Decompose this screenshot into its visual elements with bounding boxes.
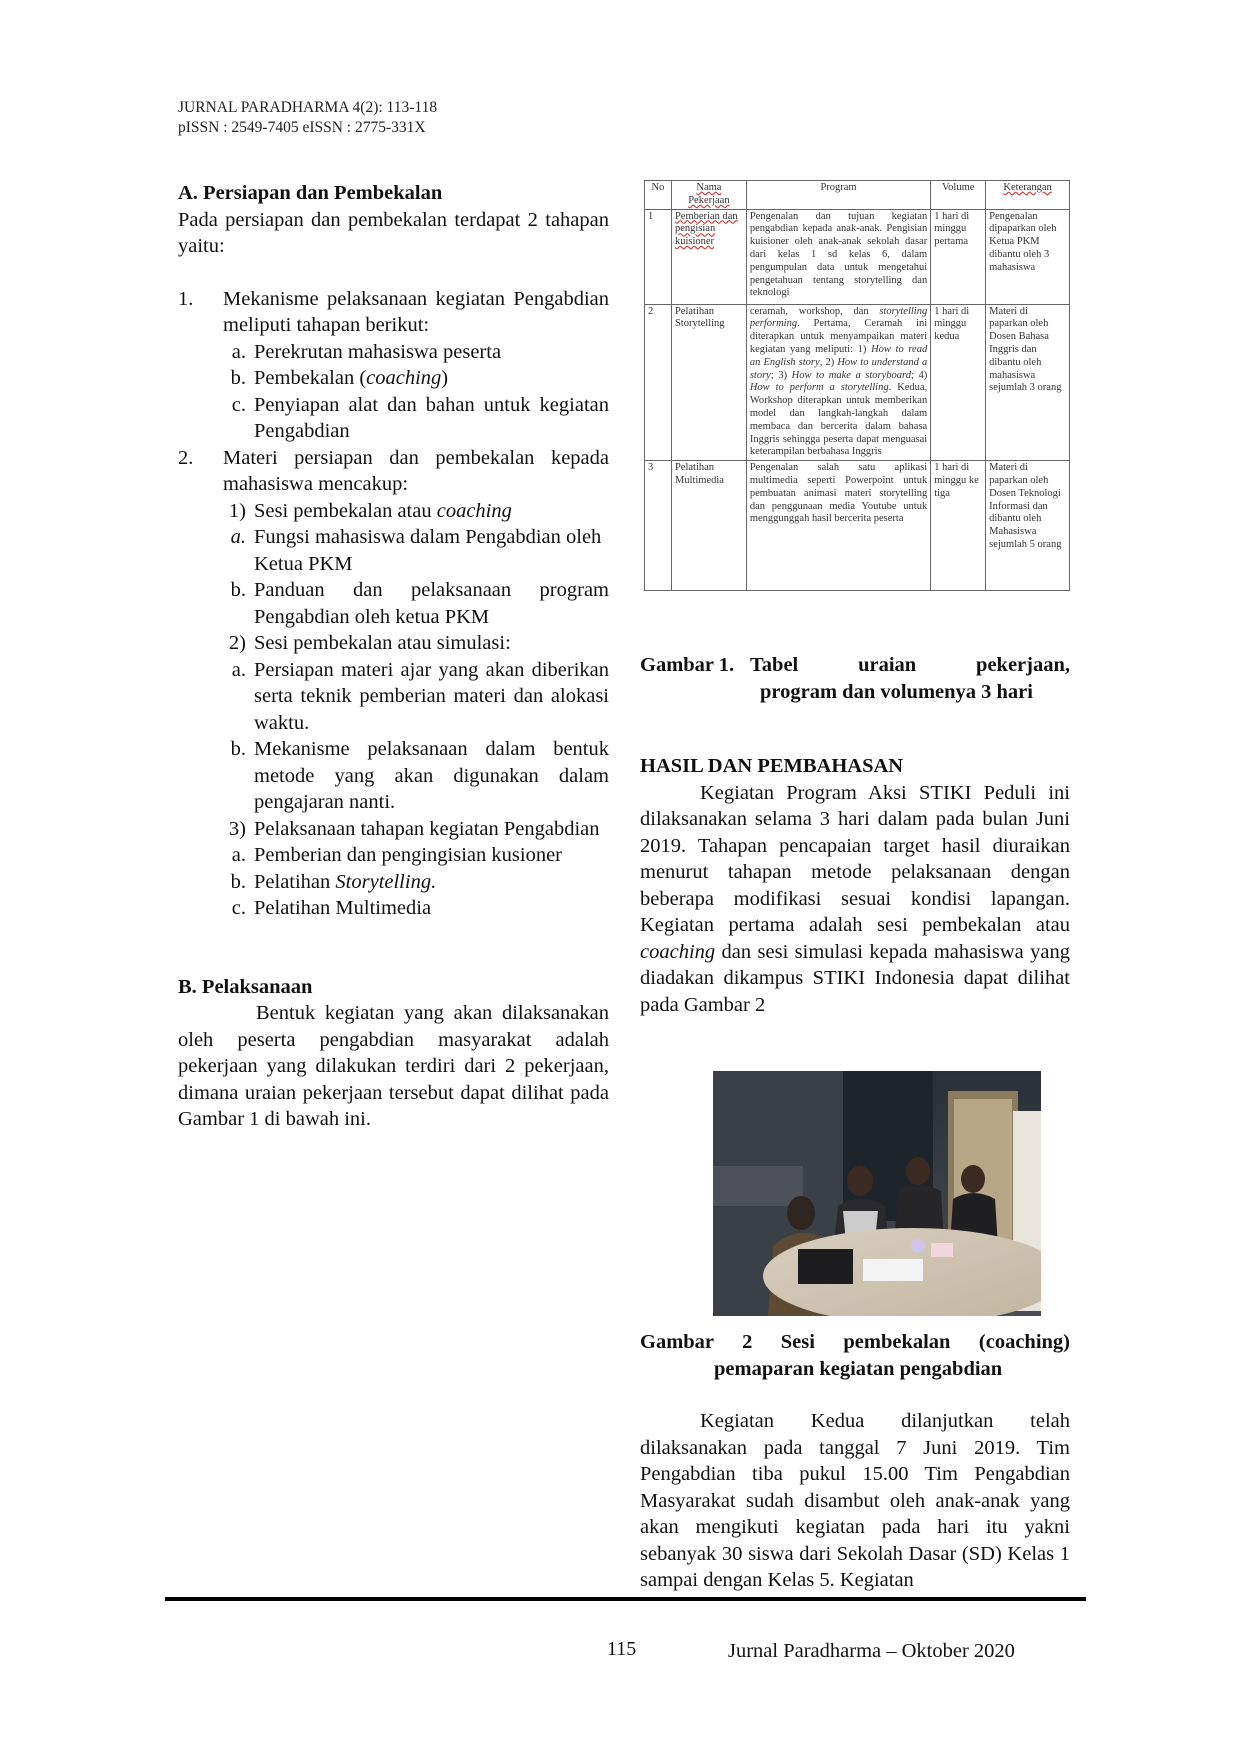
- table-cell: 1 hari di minggu kedua: [931, 304, 986, 461]
- spacer: [178, 922, 609, 948]
- list-subitem: [178, 657, 609, 737]
- table-cell: 2: [645, 304, 672, 461]
- table-cell: 1: [645, 209, 672, 304]
- column-header: Nama Pekerjaan: [671, 181, 746, 210]
- list-subitem: [178, 895, 609, 922]
- section-b-body: Bentuk kegiatan yang akan dilaksanakan oleh peserta pengabdian masyarakat adalah pekerjaan yang dilakukan terdiri dari 2 pekerjaan, dimana uraian pekerjaan tersebut dapat dilihat pada Gambar 1 di bawah ini.: [178, 1002, 609, 1130]
- list-letter: b.: [230, 870, 246, 893]
- list-text: Pelatihan Multimedia: [254, 897, 432, 919]
- list-subitem: [178, 339, 609, 366]
- figure-label: Gambar 1.: [640, 654, 735, 676]
- table-cell: Pengenalan salah satu aplikasi multimedia seperti Powerpoint untuk pembuatan animasi materi storytelling dan penggunaan media Youtube untuk menggunggah hasil bercerita peserta: [746, 461, 930, 591]
- list-text: Penyiapan alat dan bahan untuk kegiatan Pengabdian: [254, 393, 609, 442]
- figure-1-table: [640, 180, 1070, 629]
- results-paragraph-1: Kegiatan Program Aksi STIKI Peduli ini dilaksanakan selama 3 hari dalam pada bulan Juni 2019. Tahapan pencapaian target hasil diuraikan menurut tahapan metode pelaksanaan dengan beberapa modifikasi sesuai kondisi lapangan. Kegiatan pertama adalah sesi pembekalan atau coaching dan sesi simulasi kepada mahasiswa yang diadakan dikampus STIKI Indonesia dapat dilihat pada Gambar 2: [640, 781, 1070, 1016]
- table-cell: Pelatihan Storytelling: [671, 304, 746, 461]
- results-section: [640, 753, 1070, 1018]
- list-letter: c.: [231, 393, 246, 416]
- list-subitem: [178, 577, 609, 630]
- section-a-intro: Pada persiapan dan pembekalan terdapat 2 tahapan yaitu:: [178, 208, 609, 257]
- table-header-row: [645, 181, 1070, 210]
- list-letter: b.: [230, 367, 246, 389]
- list-number: 3): [228, 817, 246, 840]
- list-subitem: [178, 842, 609, 869]
- list-text: Panduan dan pelaksanaan program Pengabdian oleh ketua PKM: [254, 579, 609, 628]
- list-item-1: [178, 286, 609, 339]
- spacer: [178, 260, 609, 286]
- running-header: [178, 98, 437, 138]
- column-header: Program: [746, 181, 930, 210]
- list-subitem: [178, 736, 609, 816]
- table-cell: 1 hari di minggu ke tiga: [931, 461, 986, 591]
- results-heading: HASIL DAN PEMBAHASAN: [640, 755, 904, 777]
- list-text: Fungsi mahasiswa dalam Pengabdian oleh Ketua PKM: [254, 526, 602, 575]
- table-cell: Pengenalan dipaparkan oleh Ketua PKM dibantu oleh 3 mahasiswa: [986, 209, 1070, 304]
- list-text: Sesi pembekalan atau coaching: [254, 499, 512, 522]
- spacer: [178, 948, 609, 974]
- page-number: 115: [607, 1638, 637, 1660]
- caption-line: pemaparan kegiatan pengabdian: [714, 1357, 1003, 1380]
- table-cell: Pemberian dan pengisian kuisioner: [671, 209, 746, 304]
- caption-line: program dan volumenya 3 hari: [760, 680, 1033, 703]
- table-row: [645, 209, 1070, 304]
- journal-citation: JURNAL PARADHARMA 4(2): 113-118: [178, 99, 438, 116]
- list-text: Pelaksanaan tahapan kegiatan Pengabdian: [254, 817, 600, 840]
- list-number: 1): [228, 499, 246, 522]
- table-cell: 3: [645, 461, 672, 591]
- table-row: [645, 304, 1070, 461]
- figure-2-photo: [713, 1071, 1041, 1316]
- table-cell: Pelatihan Multimedia: [671, 461, 746, 591]
- issn-line: pISSN : 2549-7405 eISSN : 2775-331X: [178, 119, 426, 136]
- list-number: 2): [228, 632, 246, 654]
- list-letter: a.: [230, 526, 246, 548]
- list-text: Sesi pembekalan atau simulasi:: [254, 632, 511, 654]
- list-text: Materi persiapan dan pembekalan kepada mahasiswa mencakup:: [223, 446, 609, 495]
- work-table: [644, 180, 1070, 591]
- list-item-2: [178, 445, 609, 498]
- table-cell: Materi di paparkan oleh Dosen Teknologi Informasi dan dibantu oleh Mahasiswa sejumlah 5 orang: [986, 461, 1070, 591]
- list-letter: a.: [231, 658, 246, 681]
- column-header: No: [645, 181, 672, 210]
- results-paragraph-2: Kegiatan Kedua dilanjutkan telah dilaksanakan pada tanggal 7 Juni 2019. Tim Pengabdian tiba pukul 15.00 Tim Pengabdian Masyarakat sudah disambut oleh anak-anak yang akan mengikuti kegiatan pada hari itu yakni sebanyak 30 siswa dari Sekolah Dasar (SD) Kelas 1 sampai dengan Kelas 5. Kegiatan: [640, 1410, 1070, 1591]
- coaching-session-photo: [713, 1071, 1041, 1316]
- list-subitem: [178, 524, 609, 577]
- list-letter: b.: [230, 738, 246, 760]
- list-text: Pelatihan Storytelling.: [254, 870, 437, 893]
- list-subitem: [178, 630, 609, 657]
- table-cell: Materi di paparkan oleh Dosen Bahasa Inggris dan dibantu oleh mahasiswa sejumlah 3 orang: [986, 304, 1070, 461]
- section-b-heading: B. Pelaksanaan: [178, 975, 313, 998]
- footer-rule: [165, 1597, 1086, 1601]
- list-subitem: [178, 869, 609, 896]
- list-text: Pemberian dan pengingisian kusioner: [254, 844, 563, 866]
- list-letter: a.: [231, 844, 246, 866]
- table-cell: 1 hari di minggu pertama: [931, 209, 986, 304]
- results-continued: [640, 1408, 1070, 1594]
- list-number: 1.: [178, 287, 194, 310]
- footer-journal: Jurnal Paradharma – Oktober 2020: [728, 1640, 1015, 1662]
- list-text: Perekrutan mahasiswa peserta: [254, 340, 502, 363]
- list-letter: b.: [230, 579, 246, 601]
- table-cell: ceramah, workshop, dan storytelling performing. Pertama, Ceramah ini diterapkan untuk menyampaikan materi kegiatan yang meliputi: 1) How to read an English story, 2) How to understand a story; 3) How to make a storyboard; 4) How to perform a storytelling. Kedua, Workshop diterapkan untuk memberikan model dan langkah-langkah dalam membaca dan bercerita dalam bahasa Inggris sehingga peserta dapat menguasai keterampilan berbahasa Inggris: [746, 304, 930, 461]
- list-subitem: [178, 392, 609, 445]
- list-text: Persiapan materi ajar yang akan diberikan serta teknik pemberian materi dan alokasi waktu.: [254, 658, 609, 734]
- list-subitem: [178, 816, 609, 843]
- section-a-heading: A. Persiapan dan Pembekalan: [178, 182, 443, 204]
- list-number: 2.: [178, 446, 194, 469]
- caption-line: Gambar 2 Sesi pembekalan (coaching): [640, 1331, 1070, 1353]
- list-letter: c.: [231, 897, 246, 919]
- left-column: [178, 180, 609, 1133]
- caption-line: Tabel uraian pekerjaan,: [750, 654, 1070, 676]
- column-header: Keterangan: [986, 181, 1070, 210]
- list-text: Mekanisme pelaksanaan dalam bentuk metode yang akan digunakan dalam pengajaran nanti.: [254, 738, 609, 813]
- list-text: Mekanisme pelaksanaan kegiatan Pengabdian meliputi tahapan berikut:: [223, 287, 609, 336]
- figure-1-caption: [640, 652, 1070, 705]
- list-text: Pembekalan (coaching): [254, 367, 449, 389]
- table-cell: Pengenalan dan tujuan kegiatan pengabdian kepada anak-anak. Pengisian kuisioner oleh anak-anak sekolah dasar dari kelas 1 sd kelas 6, dalam pengumpulan data untuk mengetahui pengetahuan tentang storytelling dan teknologi: [746, 209, 930, 304]
- figure-2-caption: [640, 1329, 1070, 1382]
- column-header: Volume: [931, 181, 986, 210]
- list-letter: a.: [231, 340, 246, 363]
- list-subitem: [178, 365, 609, 392]
- list-subitem: [178, 498, 609, 525]
- table-row: [645, 461, 1070, 591]
